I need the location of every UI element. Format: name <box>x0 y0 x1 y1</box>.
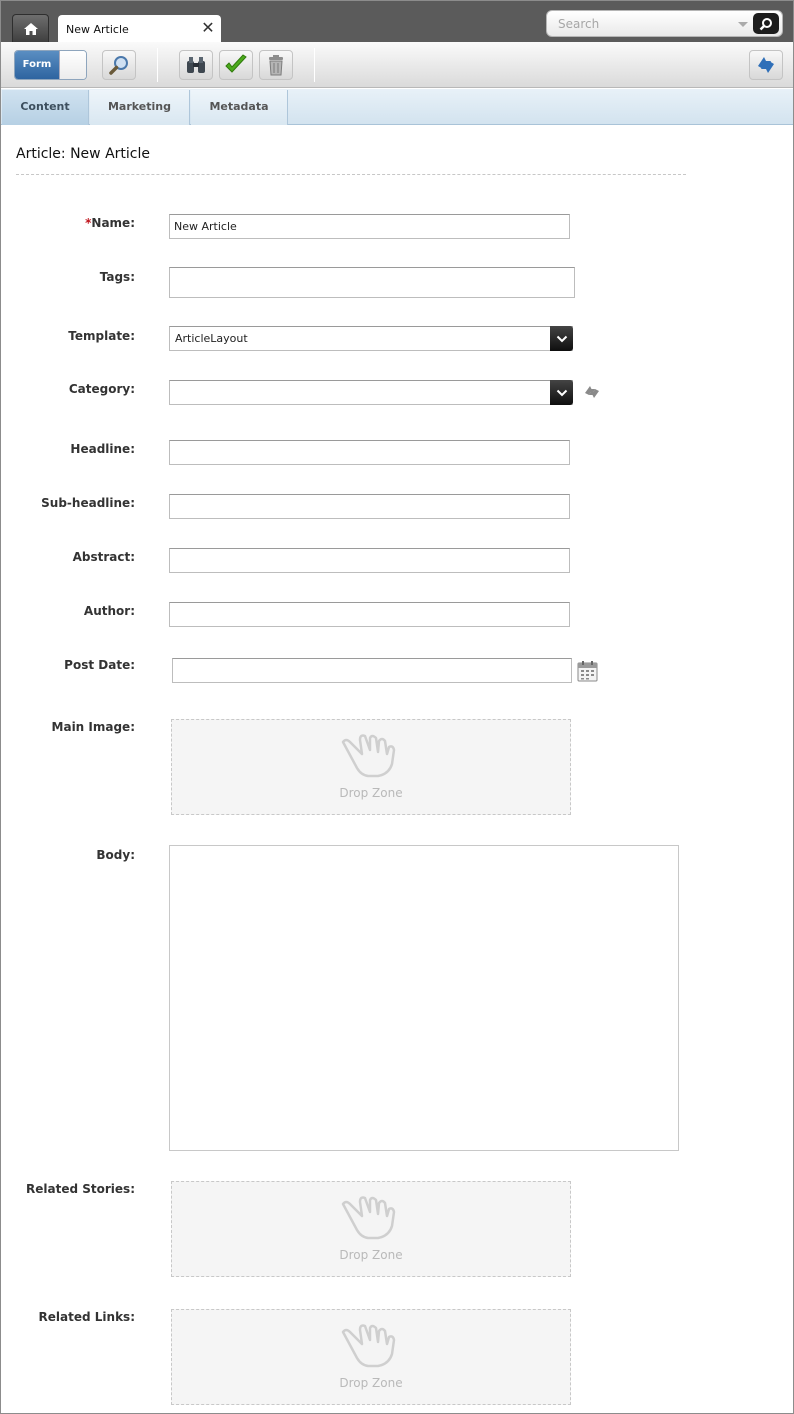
search-box[interactable] <box>546 10 783 37</box>
toolbar <box>1 42 793 88</box>
related-links-drop-zone[interactable] <box>171 1309 571 1405</box>
hand-pointer-icon <box>340 1318 400 1368</box>
template-select-value: ArticleLayout <box>175 332 248 345</box>
category-label: Category: <box>68 382 135 396</box>
required-marker: * <box>85 216 92 230</box>
search-icon <box>759 17 773 31</box>
template-label: Template: <box>68 329 135 343</box>
section-tabs <box>1 89 793 125</box>
main-image-drop-zone[interactable] <box>171 719 571 815</box>
approve-button[interactable] <box>219 50 253 80</box>
author-label: Author: <box>83 604 135 618</box>
post-date-field[interactable] <box>172 658 572 683</box>
chevron-down-icon <box>556 335 568 343</box>
home-icon <box>23 22 39 36</box>
template-dropdown-button[interactable] <box>550 326 573 351</box>
author-field[interactable] <box>169 602 570 627</box>
drop-zone-label: Drop Zone <box>339 1376 403 1390</box>
search-input[interactable]: Search <box>558 17 600 31</box>
search-button[interactable] <box>753 13 779 34</box>
tags-field[interactable] <box>169 267 575 298</box>
toolbar-separator <box>157 48 158 82</box>
hand-pointer-icon <box>340 1190 400 1240</box>
form-toggle-label: Form <box>15 51 59 79</box>
post-date-label: Post Date: <box>64 658 135 672</box>
category-select[interactable] <box>169 380 573 405</box>
body-editor[interactable] <box>169 845 679 1151</box>
magnifier-icon <box>108 54 130 76</box>
tab-metadata[interactable]: Metadata <box>191 90 288 125</box>
toggle-knob <box>59 51 86 79</box>
calendar-icon[interactable] <box>577 660 598 682</box>
related-stories-label: Related Stories: <box>26 1182 135 1196</box>
name-label-text: Name: <box>91 216 135 230</box>
body-label: Body: <box>96 848 135 862</box>
drop-zone-label: Drop Zone <box>339 786 403 800</box>
document-tab-title: New Article <box>66 23 129 36</box>
headline-label: Headline: <box>70 442 135 456</box>
search-dropdown-icon[interactable] <box>738 22 748 27</box>
name-field[interactable] <box>169 214 570 239</box>
subheadline-label: Sub-headline: <box>41 496 135 510</box>
tab-marketing[interactable]: Marketing <box>90 90 190 125</box>
chevron-down-icon <box>556 389 568 397</box>
related-links-label: Related Links: <box>38 1310 135 1324</box>
preview-button[interactable] <box>102 50 136 80</box>
find-button[interactable] <box>179 50 213 80</box>
template-select[interactable] <box>169 326 573 351</box>
home-button[interactable] <box>12 14 49 42</box>
delete-button[interactable] <box>259 50 293 80</box>
checkmark-icon <box>224 54 248 76</box>
document-tab[interactable] <box>58 15 221 43</box>
form-view-toggle[interactable] <box>14 50 87 80</box>
refresh-icon <box>755 55 777 75</box>
subheadline-field[interactable] <box>169 494 570 519</box>
trash-icon <box>267 54 285 76</box>
category-refresh-icon[interactable] <box>583 384 601 400</box>
toolbar-separator <box>314 48 315 82</box>
abstract-label: Abstract: <box>72 550 135 564</box>
related-stories-drop-zone[interactable] <box>171 1181 571 1277</box>
abstract-field[interactable] <box>169 548 570 573</box>
tab-content[interactable]: Content <box>2 90 89 125</box>
refresh-button[interactable] <box>749 50 783 80</box>
hand-pointer-icon <box>340 728 400 778</box>
category-dropdown-button[interactable] <box>550 380 573 405</box>
name-label <box>85 216 135 230</box>
drop-zone-label: Drop Zone <box>339 1248 403 1262</box>
headline-field[interactable] <box>169 440 570 465</box>
heading-divider <box>16 174 686 175</box>
top-bar <box>1 1 793 42</box>
main-image-label: Main Image: <box>51 720 135 734</box>
tags-label: Tags: <box>99 270 135 284</box>
binoculars-icon <box>185 55 207 75</box>
page-title: Article: New Article <box>16 146 150 162</box>
close-tab-icon[interactable]: ✕ <box>201 18 215 37</box>
